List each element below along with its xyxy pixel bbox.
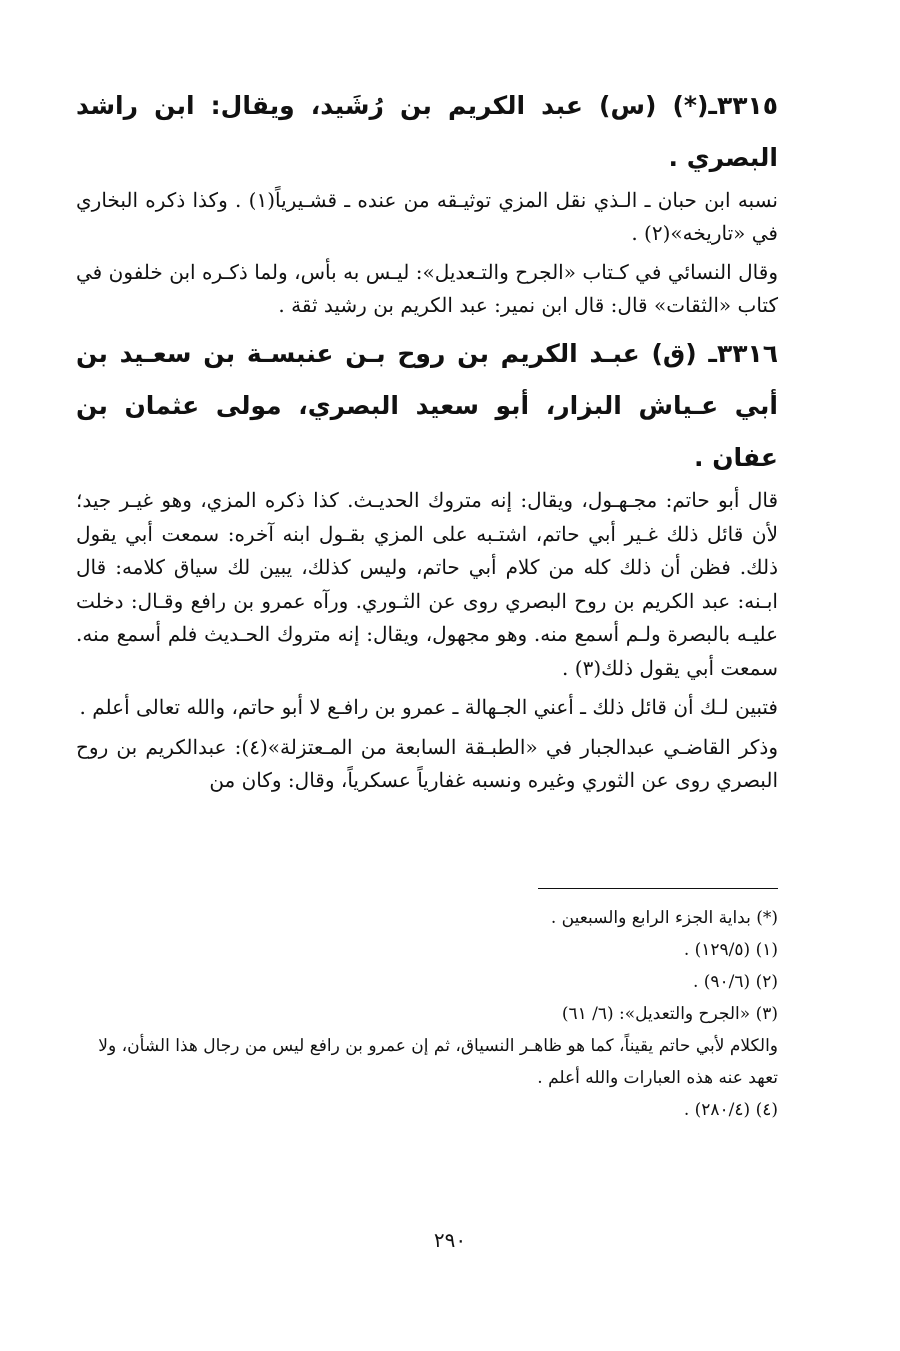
entry-3315-paragraph-1: نسبه ابن حبان ـ الـذي نقل المزي توثيـقه من عنده ـ قشـيرياً(١) . وكذا ذكره البخاري في «تاريخه»(٢) . <box>76 188 778 245</box>
footnote-3-continuation: والكلام لأبي حاتم يقيناً، كما هو ظاهـر النسياق، ثم إن عمرو بن رافع ليس من رجال هذا الشأن، ولا تعهد عنه هذه العبارات والله أعلم . <box>98 1036 778 1088</box>
entry-3315-paragraph-2: وقال النسائي في كـتاب «الجرح والتـعديل»: ليـس به بأس، ولما ذكـره ابن خلفون في كتاب «الثقات» قال: قال ابن نمير: عبد الكريم بن رشيد ثقة . <box>76 260 778 317</box>
footnote-1: (١) (١٢٩/٥) . <box>683 940 778 960</box>
main-text <box>76 80 778 804</box>
footnote-2: (٢) (٩٠/٦) . <box>692 972 778 992</box>
footnote-star: (*) بداية الجزء الرابع والسبعين . <box>550 908 778 928</box>
page-number: ٢٩٠ <box>433 1228 467 1252</box>
entry-3316-paragraph-2: فتبين لـك أن قائل ذلك ـ أعني الجـهالة ـ عمرو بن رافـع لا أبو حاتم، والله تعالى أعلم . <box>79 695 778 719</box>
entry-3316-paragraph-1: قال أبو حاتم: مجـهـول، ويقال: إنه متروك الحديـث. كذا ذكره المزي، وهو غيـر جيد؛ لأن قائل ذلك غـير أبي حاتم، اشتـبه على المزي بقـول ابنه آخره: سمعت أبي يقول ذلك. فظن أن ذلك كله من كلام أبي حاتم، وليس كذلك، يبين لك سياق كلامه: قال ابـنه: عبد الكريم بن روح البصري روى عن الثـوري. ورآه عمرو بن رافع وقـال: دخلت عليـه بالبصرة ولـم أسمع منه. وهو مجهول، ويقال: إنه متروك الحـديث فلم أسمع منه. سمعت أبي يقول ذلك(٣) . <box>76 488 779 680</box>
footnote-4: (٤) (٢٨٠/٤) . <box>683 1100 778 1120</box>
entry-heading-3315: ٣٣١٥ـ(*) (س) عبد الكريم بن رُشَيد، ويقال: ابن راشد البصري . <box>76 91 778 172</box>
entry-heading-3316: ٣٣١٦ـ (ق) عبـد الكريم بن روح بـن عنبسـة بن سعـيد بن أبي عـياش البزار، أبو سعيد البصري، مولى عثمان بن عفان . <box>76 339 778 472</box>
footnote-3: (٣) «الجرح والتعديل»: (٦/ ٦١) <box>561 1004 778 1024</box>
entry-3316-paragraph-3: وذكر القاضـي عبدالجبار في «الطبـقة السابعة من المـعتزلة»(٤): عبدالكريم بن روح البصري روى عن الثوري وغيره ونسبه غفارياً عسكرياً، وقال: وكان من <box>76 734 778 792</box>
footnote-divider <box>538 888 778 889</box>
footnotes <box>76 902 778 1126</box>
